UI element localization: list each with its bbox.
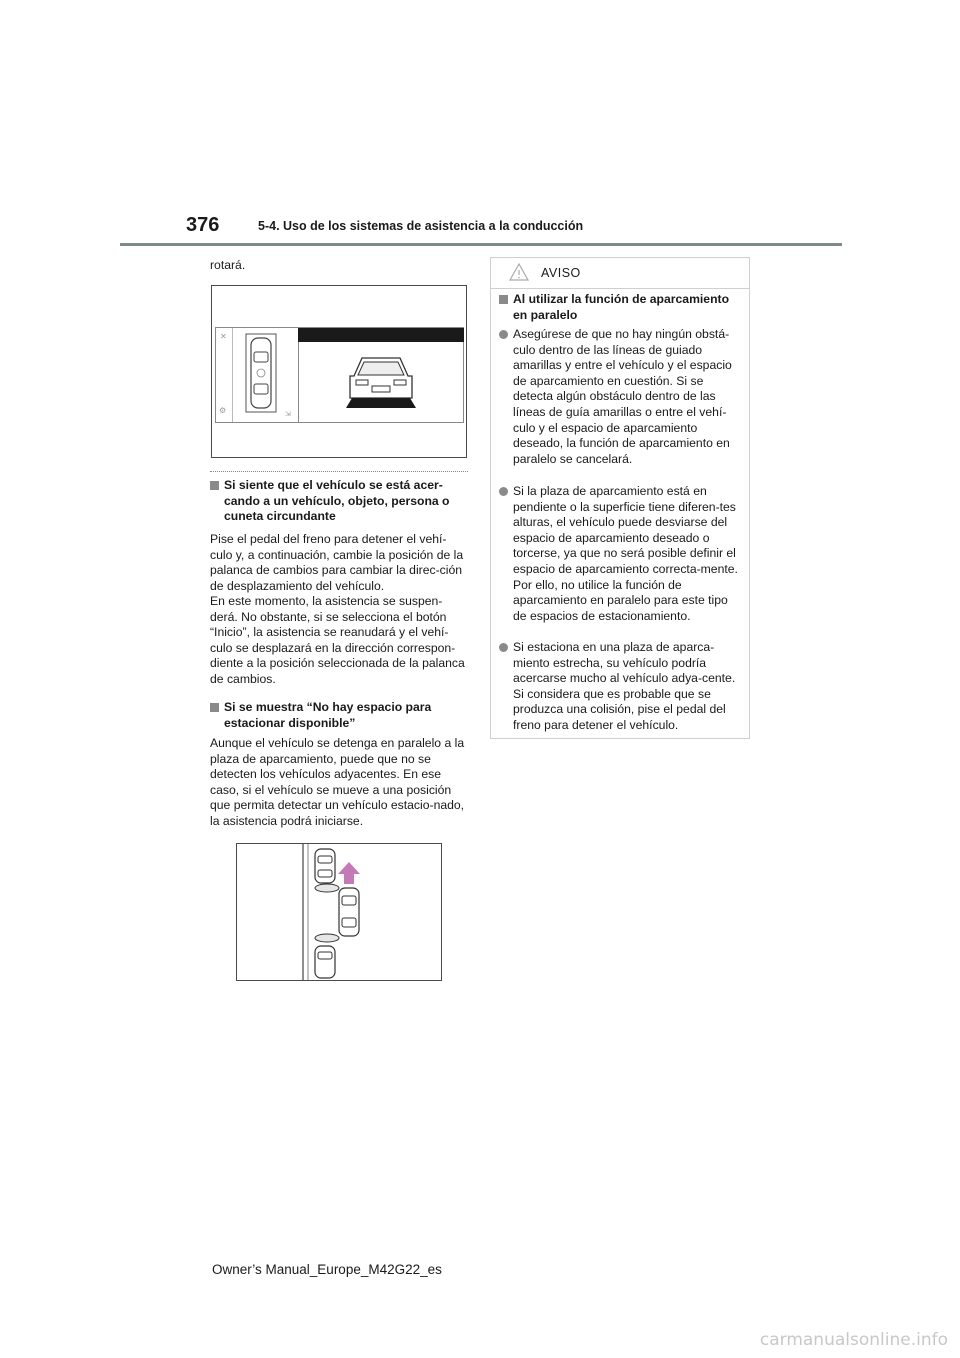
notice-header <box>491 258 749 289</box>
warning-notice-box <box>490 257 750 739</box>
subheading-no-space <box>210 700 468 731</box>
paragraph-brake: Pise el pedal del freno para detener el vehí-culo y, a continuación, cambie la posición de la palanca de cambios para cambiar la direc-ción de desplazamiento del vehículo. <box>210 532 464 593</box>
square-bullet-icon <box>210 481 219 490</box>
notice-bullet-text: Asegúrese de que no hay ningún obstá-culo dentro de las líneas de guiado amarillas y entre el vehículo y el espacio de aparcamiento en cuestión. Si se detecta algún obstáculo dentro de las líneas de guía amarillas o entre el vehí-culo y el espacio de aparcamiento deseado, la función de aparcamiento en paralelo se cancelará. <box>513 327 732 466</box>
round-bullet-icon <box>499 643 508 652</box>
paragraph-not-detected: Aunque el vehículo se detenga en paralelo a la plaza de aparcamiento, puede que no se detecten los vehículos adyacentes. En ese caso, si el vehículo se mueve a una posición que permita detectar un vehículo estacio-nado, la asistencia podrá iniciarse. <box>210 736 465 828</box>
footer-manual-id: Owner’s Manual_Europe_M42G22_es <box>212 1262 442 1277</box>
notice-bullet-text: Si estaciona en una plaza de aparca-miento estrecha, su vehículo podría acercarse mucho al vehículo adya-cente. Si considera que es probable que se produzca una colisión, pise el pedal del freno para detener el vehículo. <box>513 640 736 732</box>
svg-text:⇲: ⇲ <box>285 411 291 418</box>
parking-screen-figure <box>211 285 467 458</box>
top-down-car-icon <box>232 328 298 422</box>
subheading-approaching <box>210 478 468 525</box>
camera-view <box>298 328 464 422</box>
round-bullet-icon <box>499 487 508 496</box>
square-bullet-icon <box>499 295 508 304</box>
notice-title: AVISO <box>541 266 581 280</box>
notice-bullet <box>499 484 744 624</box>
parallel-parking-figure <box>236 843 442 981</box>
paragraph-assist-suspended: En este momento, la asistencia se suspen-derá. No obstante, si se selecciona el botón “Inicio”, la asistencia se reanudará y el vehí-culo se desplazará en la dirección correspon-diente a la posición seleccionada de la palanca de cambios. <box>210 594 465 686</box>
display-screen <box>215 327 464 423</box>
parallel-parking-diagram <box>237 844 441 980</box>
notice-heading <box>499 292 744 323</box>
top-down-view <box>232 328 299 422</box>
watermark: carmanualsonline.info <box>759 1330 948 1350</box>
notice-bullet-text: Si la plaza de aparcamiento está en pendiente o la superficie tiene diferen-tes alturas, el vehículo puede desviarse del espacio de aparcamiento deseado o torcerse, ya que no será posible definir el espacio de aparcamiento correcta-mente. Por ello, no utilice la función de aparcamiento en paralelo para este tipo de espacios de estacionamiento. <box>513 484 738 623</box>
rear-car-icon <box>298 328 464 422</box>
settings-icon: ⚙ <box>219 406 227 415</box>
notice-bullet <box>499 640 744 734</box>
section-title: 5-4. Uso de los sistemas de asistencia a la conducción <box>258 219 584 233</box>
subheading-text: Si siente que el vehículo se está acer-cando a un vehículo, objeto, persona o cuneta circundante <box>224 478 450 524</box>
intro-text: rotará. <box>210 258 246 272</box>
warning-triangle-icon <box>508 262 530 282</box>
square-bullet-icon <box>210 703 219 712</box>
section-divider <box>210 471 468 472</box>
round-bullet-icon <box>499 330 508 339</box>
notice-bullet <box>499 327 744 467</box>
header-divider <box>120 243 842 246</box>
page-number: 376 <box>186 214 220 236</box>
screen-side-controls <box>216 328 233 422</box>
close-icon: ✕ <box>220 332 227 341</box>
notice-heading-text: Al utilizar la función de aparcamiento en paralelo <box>513 292 730 322</box>
subheading-text: Si se muestra “No hay espacio para estacionar disponible” <box>224 700 432 730</box>
